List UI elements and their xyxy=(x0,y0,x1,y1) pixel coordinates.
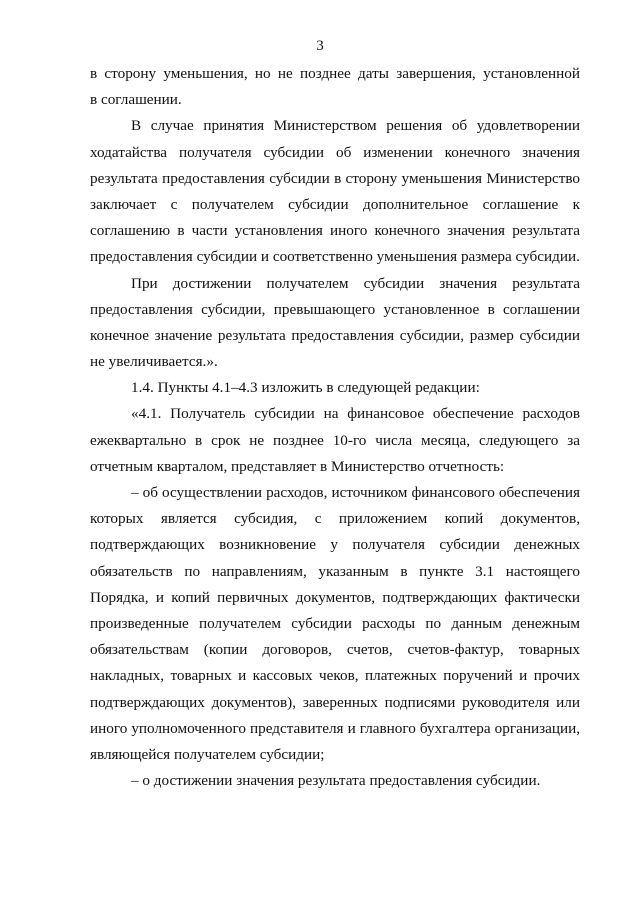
text-line: произведенные получателем субсидии расходы по данным денежным xyxy=(90,614,580,632)
text-line: ходатайства получателя субсидии об изменении конечного значения xyxy=(90,143,580,161)
text-line: не увеличивается.». xyxy=(90,353,218,371)
text-line: подтверждающих документов), заверенных подписями руководителя или xyxy=(90,693,580,711)
text-line: являющейся получателем субсидии; xyxy=(90,745,325,763)
text-line: «4.1. Получатель субсидии на финансовое обеспечение расходов xyxy=(131,405,580,423)
text-line: обязательствам (копии договоров, счетов, счетов-фактур, товарных xyxy=(90,641,580,659)
text-line: отчетным кварталом, представляет в Министерство отчетность: xyxy=(90,457,505,475)
text-line: в соглашении. xyxy=(90,91,182,109)
text-line: конечное значение результата предоставления субсидии, размер субсидии xyxy=(90,326,580,344)
text-line: – о достижении значения результата предоставления субсидии. xyxy=(131,772,541,790)
document-body xyxy=(90,61,580,794)
text-line: ежеквартально в срок не позднее 10-го числа месяца, следующего за xyxy=(90,431,580,449)
text-line: предоставления субсидии, превышающего установленное в соглашении xyxy=(90,300,580,318)
text-line: которых является субсидия, с приложением копий документов, xyxy=(90,510,580,528)
text-line: подтверждающих возникновение у получателя субсидии денежных xyxy=(90,536,580,554)
text-line: обязательств по направлениям, указанным в пункте 3.1 настоящего xyxy=(90,562,580,580)
text-line: накладных, товарных и кассовых чеков, платежных поручений и прочих xyxy=(90,667,580,685)
text-line: иного уполномоченного представителя и главного бухгалтера организации, xyxy=(90,719,580,737)
text-line: результата предоставления субсидии в сторону уменьшения Министерство xyxy=(90,169,580,187)
text-line: В случае принятия Министерством решения об удовлетворении xyxy=(131,117,580,135)
text-line: соглашению в части установления иного конечного значения результата xyxy=(90,222,580,240)
text-line: 1.4. Пункты 4.1–4.3 изложить в следующей редакции: xyxy=(131,379,480,397)
text-line: в сторону уменьшения, но не позднее даты завершения, установленной xyxy=(90,65,580,82)
text-line: предоставления субсидии и соответственно уменьшения размера субсидии. xyxy=(90,248,580,266)
text-line: заключает с получателем субсидии дополнительное соглашение к xyxy=(90,195,580,213)
text-line: – об осуществлении расходов, источником финансового обеспечения xyxy=(131,484,580,501)
text-line: Порядка, и копий первичных документов, подтверждающих фактически xyxy=(90,588,580,606)
text-line: При достижении получателем субсидии значения результата xyxy=(131,274,580,292)
page-number: 3 xyxy=(316,38,324,54)
